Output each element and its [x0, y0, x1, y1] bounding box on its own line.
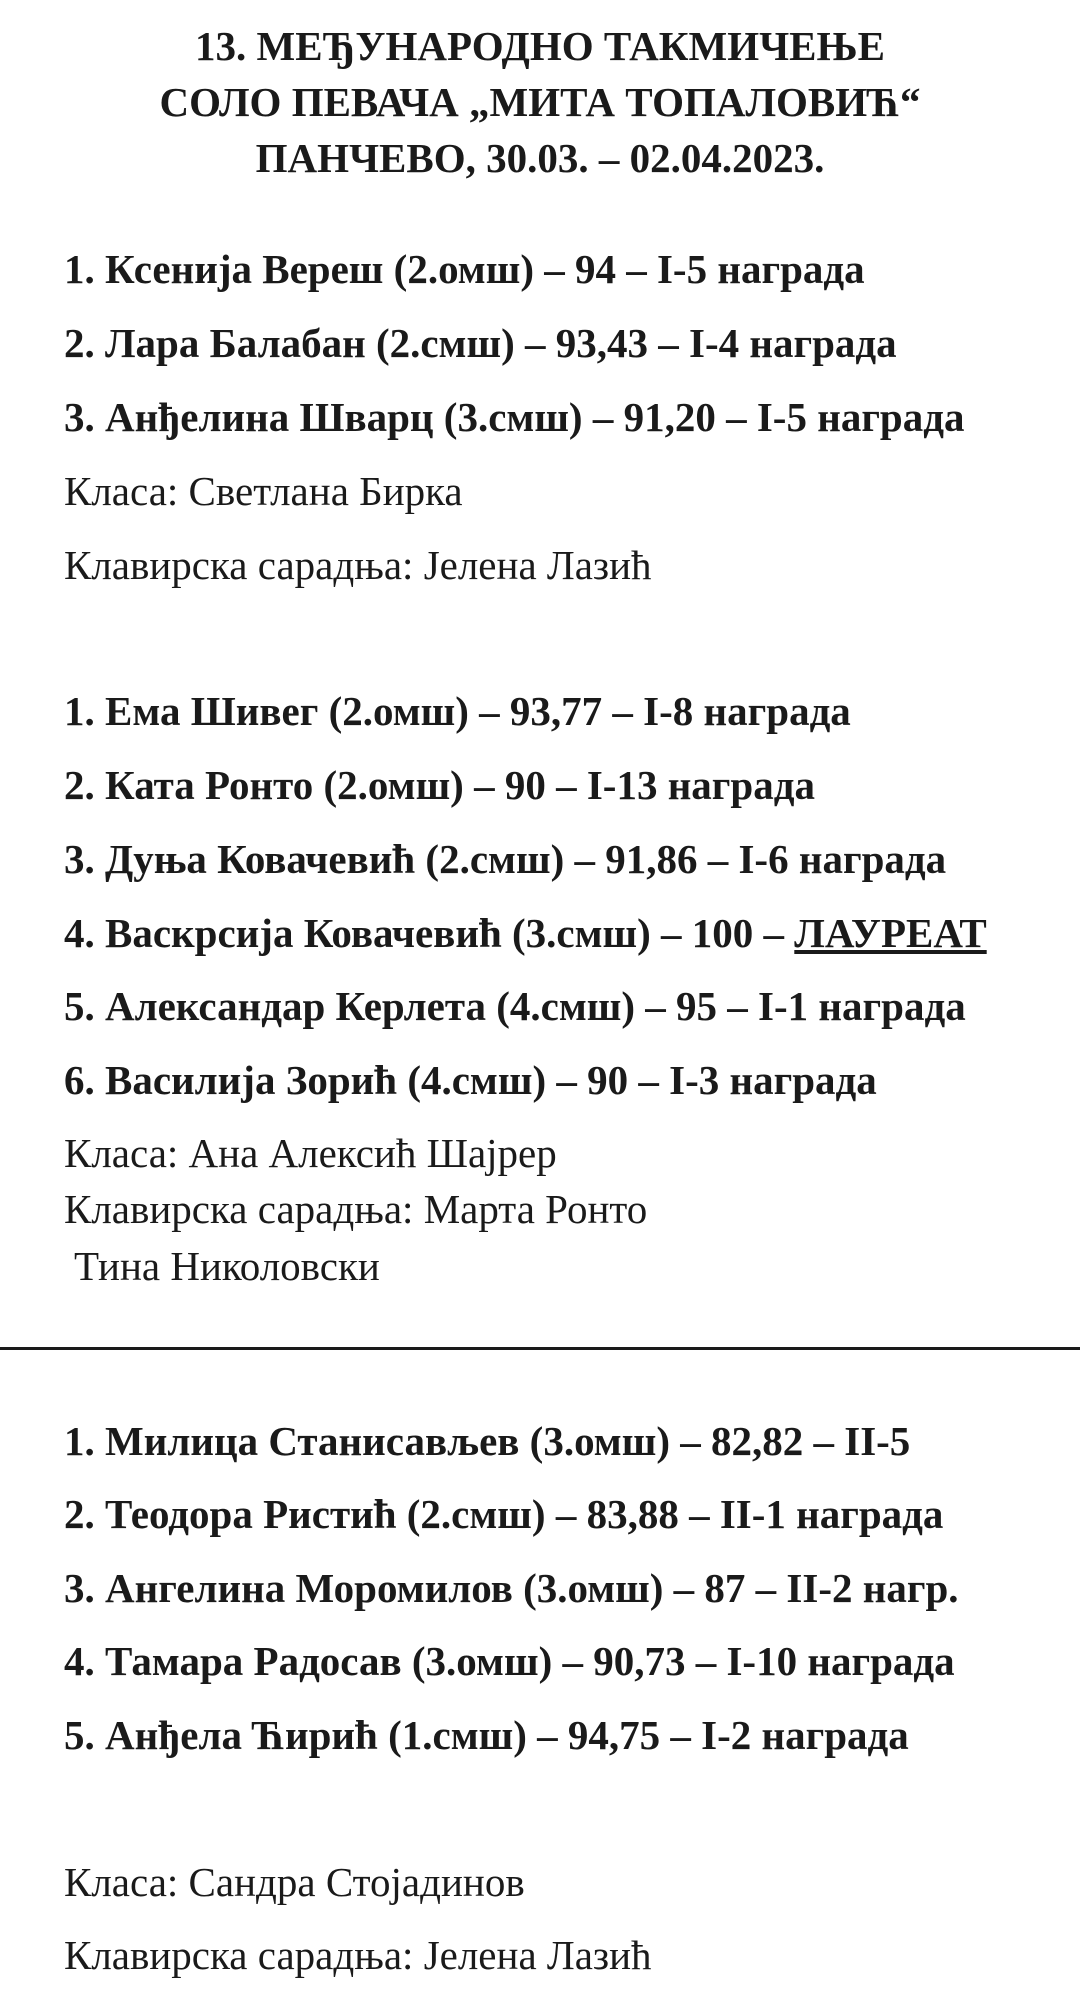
header-line-3: ПАНЧЕВО, 30.03. – 02.04.2023.	[255, 135, 825, 181]
teacher-line: Класа: Сандра Стојадинов	[64, 1859, 525, 1905]
result-line-prefix: 4. Васкрсија Ковачевић (3.смш) – 100 –	[64, 910, 795, 956]
section-divider	[0, 1347, 1080, 1350]
result-line: 5. Александар Керлета (4.смш) – 95 – I-1 награда	[64, 983, 966, 1029]
result-line: 1. Ема Шивег (2.омш) – 93,77 – I-8 награда	[64, 688, 851, 734]
result-line: 5. Анђела Ћирић (1.смш) – 94,75 – I-2 награда	[64, 1712, 909, 1758]
accompanist-line: Клавирска сарадња: Јелена Лазић	[64, 542, 652, 588]
result-line: 2. Лара Балабан (2.смш) – 93,43 – I-4 награда	[64, 320, 897, 366]
document-header	[0, 18, 1080, 186]
laureate-award: ЛАУРЕАТ	[794, 910, 987, 956]
result-line: 1. Милица Станисављев (3.омш) – 82,82 – II-5	[64, 1418, 911, 1464]
result-line: 2. Ката Ронто (2.омш) – 90 – I-13 награда	[64, 762, 815, 808]
result-line: 6. Василија Зорић (4.смш) – 90 – I-3 награда	[64, 1057, 877, 1103]
header-line-1: 13. МЕЂУНАРОДНО ТАКМИЧЕЊЕ	[195, 23, 885, 69]
result-line-laureate	[64, 908, 987, 958]
accompanist-line: Клавирска сарадња: Марта Ронто	[64, 1186, 648, 1232]
result-line: 3. Ангелина Моромилов (3.омш) – 87 – II-2 нагр.	[64, 1565, 959, 1611]
accompanist-line-2: Тина Николовски	[74, 1243, 380, 1289]
teacher-line: Класа: Светлана Бирка	[64, 468, 463, 514]
result-line: 2. Теодора Ристић (2.смш) – 83,88 – II-1 награда	[64, 1491, 944, 1537]
header-line-2: СОЛО ПЕВАЧА „МИТА ТОПАЛОВИЋ“	[159, 79, 921, 125]
accompanist-line: Клавирска сарадња: Јелена Лазић	[64, 1932, 652, 1978]
result-line: 3. Анђелина Шварц (3.смш) – 91,20 – I-5 награда	[64, 394, 965, 440]
result-line: 4. Тамара Радосав (3.омш) – 90,73 – I-10 награда	[64, 1638, 955, 1684]
result-line: 3. Дуња Ковачевић (2.смш) – 91,86 – I-6 награда	[64, 836, 947, 882]
result-line: 1. Ксенија Вереш (2.омш) – 94 – I-5 награда	[64, 246, 865, 292]
teacher-line: Класа: Ана Алексић Шајрер	[64, 1130, 557, 1176]
